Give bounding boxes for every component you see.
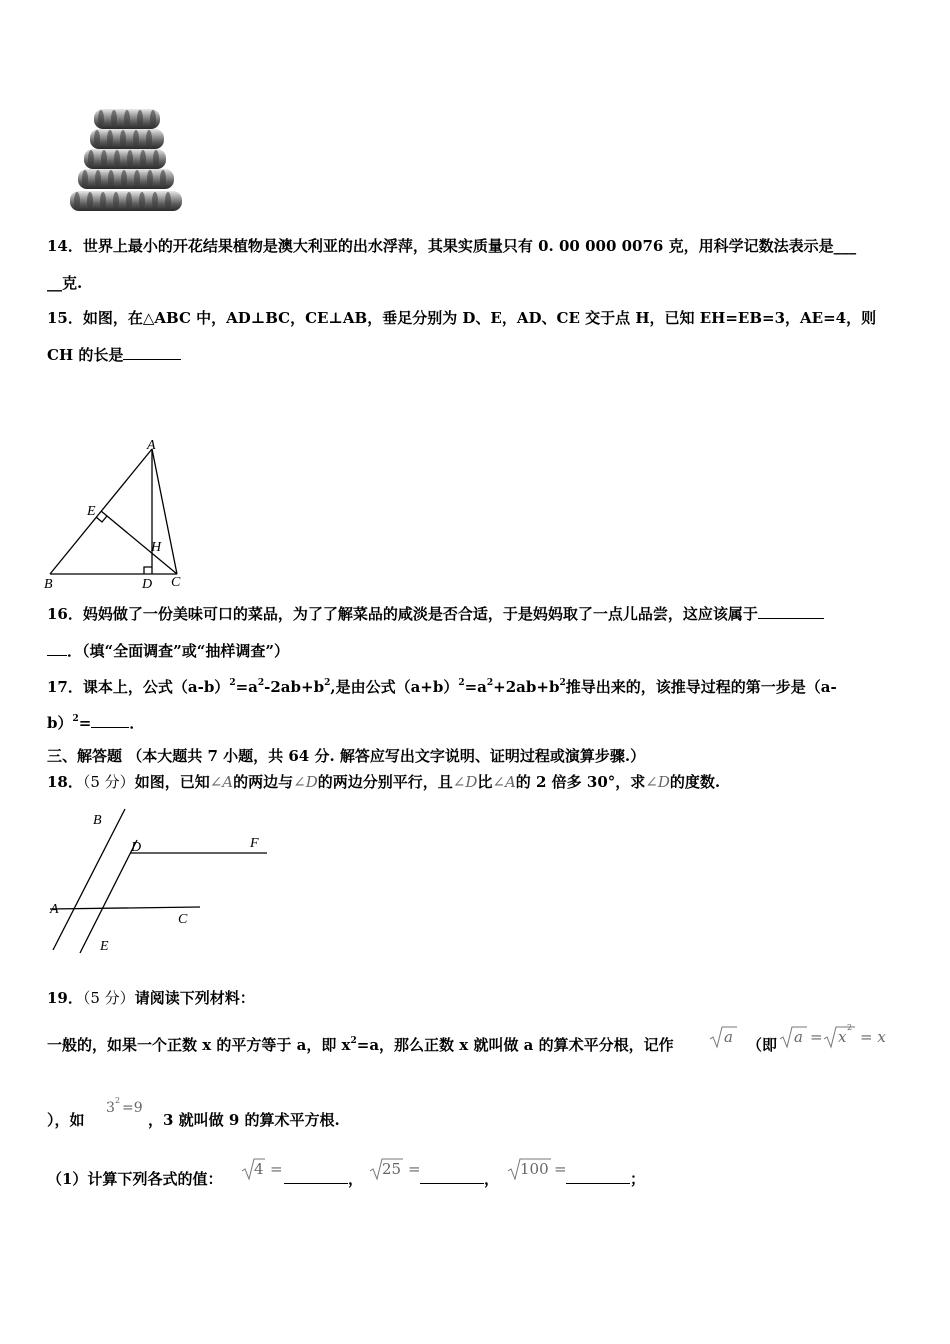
pipe-end [114,150,120,168]
pipe-end [121,170,127,188]
pipe-end [126,192,132,210]
answer-blank[interactable] [566,1169,630,1184]
answer-blank[interactable] [123,345,181,360]
pipe-end [140,150,146,168]
question-18-line1: 18．（5 分）如图，已知∠A的两边与∠D的两边分别平行，且∠D比∠A的 2 倍多 30°，求∠D的度数. [47,773,721,791]
pipe-end [137,110,143,128]
pipe-end [153,150,159,168]
part-1-blank-1: ， [284,1169,363,1189]
sqrt-a-equation: a = x 2 = x [778,1024,890,1050]
question-19-definition: 一般的，如果一个正数 x 的平方等于 a，即 $x^2=a$，那么正数 x 就叫做 a 的算术平分根，记作 [47,1036,674,1054]
pipe-end [111,110,117,128]
pipe-end [100,192,106,210]
label-E: E [100,939,109,954]
label-D: D [131,840,142,855]
pipe-end [134,170,140,188]
question-16-line2: ．（填“全面调查”或“抽样调查”） [47,641,289,661]
pipe-end [101,150,107,168]
answer-blank[interactable] [284,1169,348,1184]
label-B: B [93,813,102,828]
stacked-pipes-image [68,105,188,220]
answer-blank[interactable] [420,1169,484,1184]
label-C: C [171,575,181,590]
question-17-line1: 17．课本上，公式$(a-b)^2=a^2-2ab+b^2$,是由公式$(a+b)^2=a^2+2ab+b^2$推导出来的，该推导过程的第一步是（a- [47,678,837,696]
question-17-line2: b）$^2$= ． [47,714,145,732]
pipe-end [95,170,101,188]
label-A: A [50,902,59,917]
pipe-end [152,192,158,210]
question-15-line2: CH 的长是 [47,345,181,365]
pipe-end [82,170,88,188]
question-14-line2: __克. [47,274,83,292]
question-15-line1: 15．如图，在△ABC 中，AD⊥BC，CE⊥AB，垂足分别为 D、E，AD、CE 交于点 H，已知 EH=EB=3，AE=4，则 [47,309,877,327]
pipe-end [94,130,100,148]
question-14-line1: 14．世界上最小的开花结果植物是澳大利亚的出水浮萍，其果实质量只有 0. 00 000 0076 克，用科学记数法表示是___ [47,237,857,255]
part-1-blank-2: ， [420,1169,499,1189]
answer-blank[interactable] [758,604,824,619]
pipe-end [133,130,139,148]
part-1-blank-3: ； [566,1169,645,1189]
radical-icon [708,1024,738,1050]
pipe-end [124,110,130,128]
sqrt-25-expr: 25 = [368,1156,420,1184]
pipe-end [120,130,126,148]
example-3-squared: 3 2 =9 [106,1096,143,1116]
pipe-end [160,170,166,188]
pipe-end [165,192,171,210]
question-16-line1: 16．妈妈做了一份美味可口的菜品，为了了解菜品的咸淡是否合适，于是妈妈取了一点儿品尝，这应该属于 [47,604,824,624]
pipe-row [90,129,164,149]
pipe-end [87,192,93,210]
pipe-end [150,110,156,128]
pipe-end [113,192,119,210]
answer-blank[interactable] [91,713,129,728]
pipe-end [147,170,153,188]
label-H: H [151,540,162,555]
label-F: F [250,836,259,851]
sqrt-a-symbol: a [708,1024,738,1050]
question-19-example: ），如 [47,1111,85,1129]
label-C: C [178,912,188,927]
question-19-title: 19．（5 分）请阅读下列材料： [47,989,255,1007]
paren-open: （即 [747,1036,778,1054]
part-1-label: （1）计算下列各式的值： [47,1170,223,1188]
label-A: A [147,438,156,453]
radical-icon [778,1024,808,1050]
sqrt-100-expr: 100 = [506,1156,568,1184]
triangle-figure [40,435,190,595]
answer-blank[interactable] [47,641,67,656]
label-E: E [87,504,96,519]
pipe-end [88,150,94,168]
pipe-end [146,130,152,148]
sqrt-4-expr: 4 = [240,1156,284,1184]
section-3-heading: 三、解答题 （本大题共 7 小题，共 64 分. 解答应写出文字说明、证明过程或演算步骤.） [47,747,646,765]
pipe-end [98,110,104,128]
pipe-end [139,192,145,210]
parallel-lines-figure [45,805,275,960]
pipe-end [127,150,133,168]
question-19-example-text: ，3 就叫做 9 的算术平方根. [148,1111,340,1129]
pipe-end [108,170,114,188]
label-D: D [142,577,153,592]
pipe-end [74,192,80,210]
label-B: B [44,577,53,592]
pipe-end [107,130,113,148]
